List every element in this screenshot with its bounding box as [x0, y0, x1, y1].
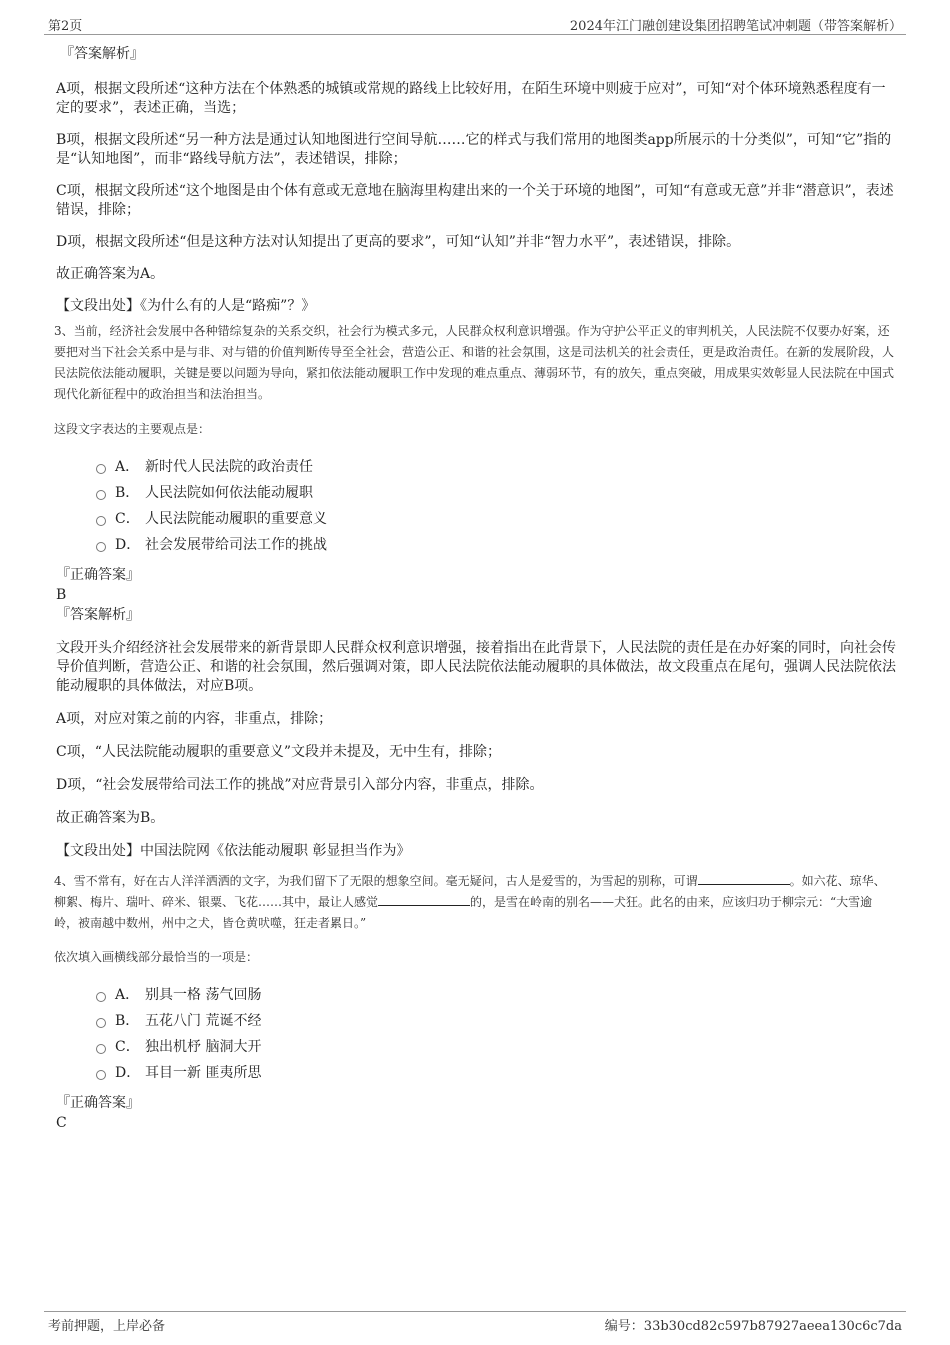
document-title: 2024年江门融创建设集团招聘笔试冲刺题（带答案解析） [569, 19, 902, 34]
q3-option-d[interactable]: D． 社会发展带给司法工作的挑战 [96, 532, 896, 558]
q3-option-a[interactable]: A． 新时代人民法院的政治责任 [96, 454, 896, 480]
radio-icon[interactable] [96, 1018, 106, 1028]
fill-blank-2 [378, 893, 470, 906]
radio-icon[interactable] [96, 490, 106, 500]
page-footer [44, 1311, 906, 1336]
q4-answer-label: 『正确答案』 [56, 1095, 140, 1111]
q2-analysis-label: 『答案解析』 [60, 46, 144, 62]
q2-conclusion: 故正确答案为A。 [56, 266, 165, 282]
q4-option-c[interactable]: C． 独出机杼 脑洞大开 [96, 1034, 896, 1060]
q4-option-d[interactable]: D． 耳目一新 匪夷所思 [96, 1060, 896, 1086]
radio-icon[interactable] [96, 1044, 106, 1054]
q3-analysis-d: D项，“社会发展带给司法工作的挑战”对应背景引入部分内容，非重点，排除。 [56, 777, 544, 793]
q3-stem: 3、当前，经济社会发展中各种错综复杂的关系交织，社会行为模式多元，人民群众权利意识增强。作为守护公平正义的审判机关，人民法院不仅要办好案，还要把对当下社会关系中是与非、对与错的价值判断传导至全社会，营造公正、和谐的社会氛围，这是司法机关的社会责任，更是政治责任。在新的发展阶段，人民法院依法能动履职，关键是要以问题为导向，紧扣依法能动履职工作中发现的难点重点、薄弱环节，有的放矢，重点突破，用成果实效彰显人民法院在中国式现代化新征程中的政治担当和法治担当。 [54, 324, 895, 401]
q2-analysis-c: C项，根据文段所述“这个地图是由个体有意或无意地在脑海里构建出来的一个关于环境的地图”，可知“有意或无意”并非“潜意识”，表述错误，排除； [56, 183, 894, 218]
q3-analysis-label: 『答案解析』 [56, 607, 140, 623]
document-code: 编号：33b30cd82c597b87927aeea130c6c7da [604, 1319, 902, 1334]
q2-analysis-d: D项，根据文段所述“但是这种方法对认知提出了更高的要求”，可知“认知”并非“智力水平”，表述错误，排除。 [56, 234, 741, 250]
q4-answer: C [56, 1115, 67, 1131]
q3-answer: B [56, 587, 67, 603]
q3-source: 【文段出处】中国法院网《依法能动履职 彰显担当作为》 [56, 843, 411, 859]
q3-option-c[interactable]: C． 人民法院能动履职的重要意义 [96, 506, 896, 532]
q4-option-b[interactable]: B． 五花八门 荒诞不经 [96, 1008, 896, 1034]
q4-stem: 4、雪不常有，好在古人洋洋洒洒的文字，为我们留下了无限的想象空间。毫无疑问，古人是爱雪的，为雪起的别称，可谓 。如六花、琼华、柳絮、梅片、瑞叶、碎米、银粟、飞花……其中，最让人感觉 的，是雪在岭南的别名——犬狂。此名的由来，应该归功于柳宗元：“大雪逾岭，被南越中数州，州中之犬，皆仓黄吠噬，狂走者累日。” [54, 874, 886, 930]
radio-icon[interactable] [96, 542, 106, 552]
q3-option-b[interactable]: B． 人民法院如何依法能动履职 [96, 480, 896, 506]
page-header [44, 14, 906, 35]
q4-options [96, 982, 896, 1086]
q2-analysis-b: B项，根据文段所述“另一种方法是通过认知地图进行空间导航……它的样式与我们常用的地图类app所展示的十分类似”，可知“它”指的是“认知地图”，而非“路线导航方法”，表述错误，排除； [56, 132, 892, 167]
q3-question: 这段文字表达的主要观点是： [54, 422, 211, 436]
q3-analysis: 文段开头介绍经济社会发展带来的新背景即人民群众权利意识增强，接着指出在此背景下，人民法院的责任是在办好案的同时，向社会传导价值判断，营造公正、和谐的社会氛围，然后强调对策，即人民法院依法能动履职的具体做法，故文段重点在尾句，强调人民法院依法能动履职的具体做法，对应B项。 [56, 640, 896, 694]
footer-slogan: 考前押题，上岸必备 [48, 1319, 166, 1334]
q3-conclusion: 故正确答案为B。 [56, 810, 165, 826]
radio-icon[interactable] [96, 992, 106, 1002]
q4-question: 依次填入画横线部分最恰当的一项是： [54, 950, 259, 964]
radio-icon[interactable] [96, 516, 106, 526]
radio-icon[interactable] [96, 464, 106, 474]
q2-analysis-a: A项，根据文段所述“这种方法在个体熟悉的城镇或常规的路线上比较好用，在陌生环境中则疲于应对”，可知“对个体环境熟悉程度有一定的要求”，表述正确，当选； [56, 81, 886, 116]
document-content [56, 44, 896, 1133]
page-number: 第2页 [48, 19, 83, 34]
q3-options [96, 454, 896, 558]
q2-source: 【文段出处】《为什么有的人是“路痴”？》 [56, 298, 316, 314]
radio-icon[interactable] [96, 1070, 106, 1080]
q3-analysis-c: C项，“人民法院能动履职的重要意义”文段并未提及，无中生有，排除； [56, 744, 502, 760]
fill-blank-1 [698, 872, 790, 885]
q3-analysis-a: A项，对应对策之前的内容，非重点，排除； [56, 711, 333, 727]
q3-answer-label: 『正确答案』 [56, 567, 140, 583]
q4-option-a[interactable]: A． 别具一格 荡气回肠 [96, 982, 896, 1008]
